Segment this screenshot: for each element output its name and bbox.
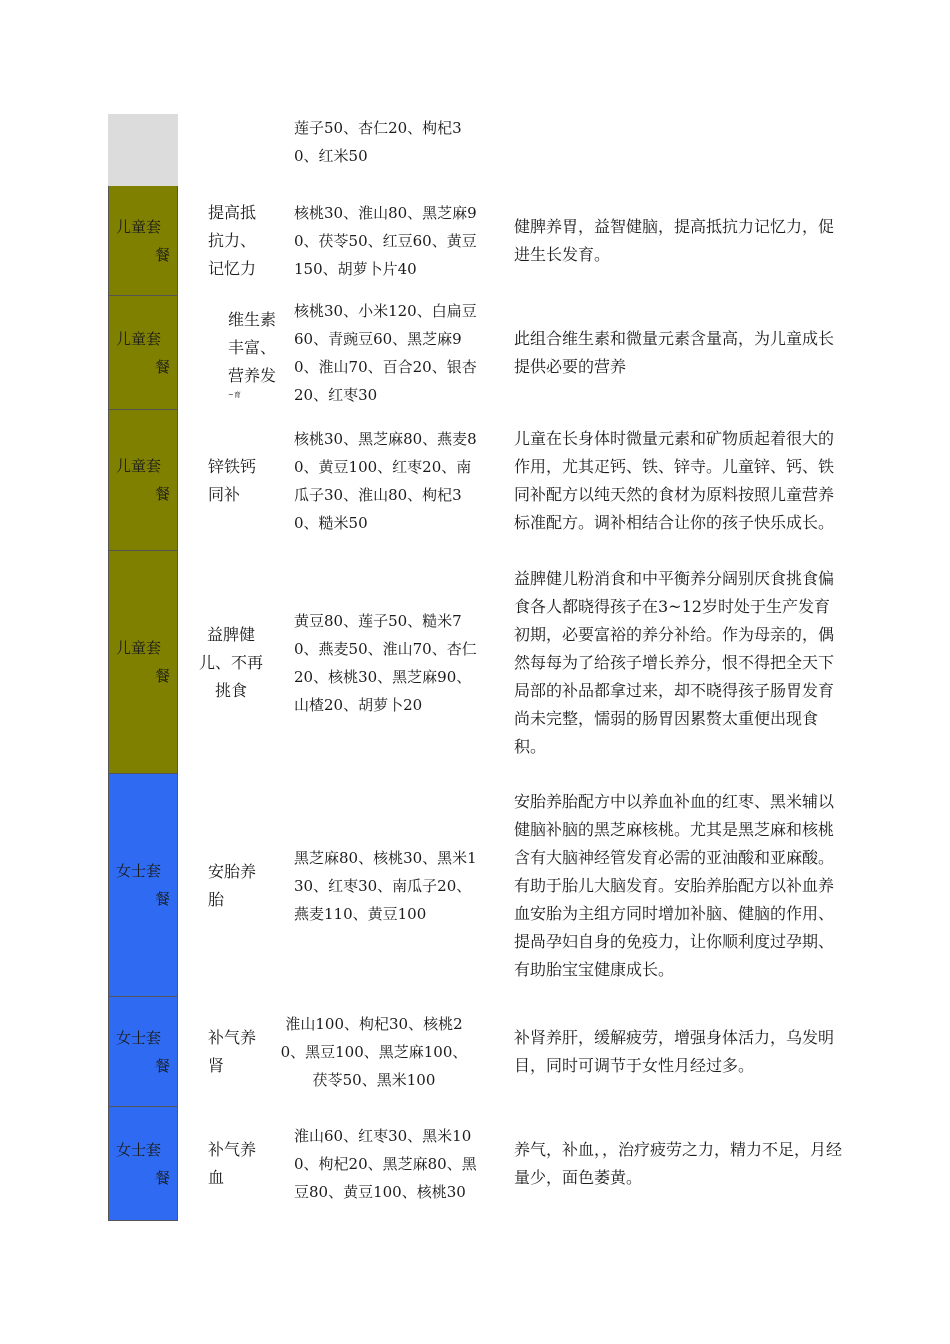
package-name-fragment: ~育 (228, 391, 241, 399)
description-text: 安胎养胎配方中以养血补血的红枣、黑米辅以健脑补脑的黑芝麻核桃。尤其是黑芝麻和核桃含有大脑神经管发育必需的亚油酸和亚麻酸。有助于胎儿大脑发育。安胎养胎配方以补血养血安胎为主组方同时增加补脑、健脑的作用、提咼孕妇自身的免疫力，让你顺利度过孕期、有助胎宝宝健康成长。 (514, 791, 835, 979)
table-row (108, 410, 848, 551)
category-label: 女士套 (116, 1028, 162, 1047)
category-cell (108, 296, 178, 410)
package-name-cell (188, 1107, 270, 1221)
package-name: 锌铁钙同补 (208, 456, 257, 504)
category-label: 儿童套 (116, 329, 162, 348)
category-label-end: 餐 (154, 1056, 170, 1075)
package-name-cell (188, 774, 270, 997)
package-name: 提高抵抗力、记忆力 (208, 203, 257, 278)
package-name-cell (188, 186, 270, 296)
package-name-cell (188, 410, 270, 551)
category-label: 女士套 (116, 862, 162, 880)
description-text: 儿童在长身体时微量元素和矿物质起着很大的作用，尤其疋钙、铁、锌寺。儿童锌、钙、铁同补配方以纯天然的食材为原料按照儿童营养标准配方。调补相结合让你的孩子快乐成长。 (514, 428, 835, 532)
description-text: 此组合维生素和微量元素含量高，为儿童成长提供必要的营养 (514, 329, 835, 376)
ingredients-cell (294, 114, 478, 170)
table-row (108, 551, 848, 774)
category-cell (108, 410, 178, 551)
description-text: 健脾养胃，益智健脑，提高抵抗力记忆力，促进生长发育。 (514, 217, 835, 264)
description-text: 养气，补血，，治疗疲劳之力，精力不足，月经量少，面色萎黄。 (514, 1140, 843, 1187)
table-row (108, 114, 848, 186)
description-cell (514, 774, 844, 997)
table-row (108, 774, 848, 997)
category-label-end: 餐 (154, 667, 170, 685)
category-cell (108, 997, 178, 1107)
ingredients-text: 黑芝麻80、核桃30、黑米130、红枣30、南瓜子20、燕麦110、黄豆100 (294, 848, 477, 923)
description-cell (514, 1107, 844, 1221)
description-cell (514, 551, 844, 774)
package-name: 维生素丰富、营养发 (228, 310, 277, 385)
ingredients-cell (294, 410, 478, 551)
category-label-end: 餐 (154, 357, 170, 376)
package-name-cell (188, 296, 277, 410)
category-cell (108, 186, 178, 296)
description-cell (514, 997, 844, 1107)
category-label-end: 餐 (154, 890, 170, 908)
ingredients-text: 淮山100、枸杞30、核桃20、黑豆100、黑芝麻100、茯苓50、黑米100 (280, 1015, 468, 1089)
table-row (108, 186, 848, 296)
ingredients-text: 淮山60、红枣30、黑米100、枸杞20、黑芝麻80、黑豆80、黄豆100、核桃30 (294, 1127, 477, 1201)
package-name: 补气养血 (208, 1140, 257, 1187)
category-label: 女士套 (116, 1140, 162, 1159)
category-label: 儿童套 (116, 217, 162, 236)
category-cell (108, 1107, 178, 1221)
ingredients-cell (294, 551, 478, 774)
package-name-cell (188, 997, 270, 1107)
ingredients-text: 莲子50、杏仁20、枸杞30、红米50 (294, 119, 462, 165)
description-text: 补肾养肝，缓解疲劳，增强身体活力，乌发明目，同时可调节于女性月经过多。 (514, 1028, 835, 1075)
category-label-end: 餐 (154, 245, 170, 264)
ingredients-text: 核桃30、小米120、白扁豆60、青豌豆60、黑芝麻90、淮山70、百合20、银杏20、红枣30 (294, 302, 477, 404)
ingredients-cell (294, 186, 478, 296)
table-row (108, 296, 848, 410)
description-cell (514, 296, 844, 410)
ingredients-cell (280, 997, 478, 1107)
package-name: 益脾健儿、不再挑食 (198, 624, 263, 700)
category-label-end: 餐 (154, 1168, 170, 1187)
ingredients-text: 核桃30、黑芝麻80、燕麦80、黄豆100、红枣20、南瓜子30、淮山80、枸杞30、糙米50 (294, 429, 477, 532)
ingredients-cell (294, 774, 478, 997)
category-label-end: 餐 (154, 485, 170, 503)
package-name: 补气养肾 (208, 1028, 257, 1075)
table-row (108, 997, 848, 1107)
description-cell (514, 410, 844, 551)
ingredients-cell (294, 296, 478, 410)
category-cell (108, 551, 178, 774)
ingredients-text: 黄豆80、莲子50、糙米70、燕麦50、淮山70、杏仁20、核桃30、黑芝麻90、山楂20、胡萝卜20 (294, 611, 477, 714)
category-label: 儿童套 (116, 639, 162, 657)
package-name: 安胎养胎 (208, 861, 257, 909)
ingredients-text: 核桃30、淮山80、黑芝麻90、茯苓50、红豆60、黄豆150、胡萝卜片40 (294, 204, 477, 278)
table-row (108, 1107, 848, 1221)
category-label: 儿童套 (116, 457, 162, 475)
package-name-cell (188, 551, 270, 774)
description-text: 益脾健儿粉消食和中平衡养分阔别厌食挑食偏食各人都晓得孩子在3~12岁时处于生产发育初期，必要富裕的养分补给。作为母亲的，偶然每每为了给孩子增长养分，恨不得把全天下局部的补品都拿过来，却不晓得孩子肠胃发育尚未完整，懦弱的肠胃因累赘太重便出现食积。 (514, 568, 835, 756)
category-cell (108, 774, 178, 997)
category-cell (108, 114, 178, 186)
ingredients-cell (294, 1107, 478, 1221)
description-cell (514, 186, 844, 296)
